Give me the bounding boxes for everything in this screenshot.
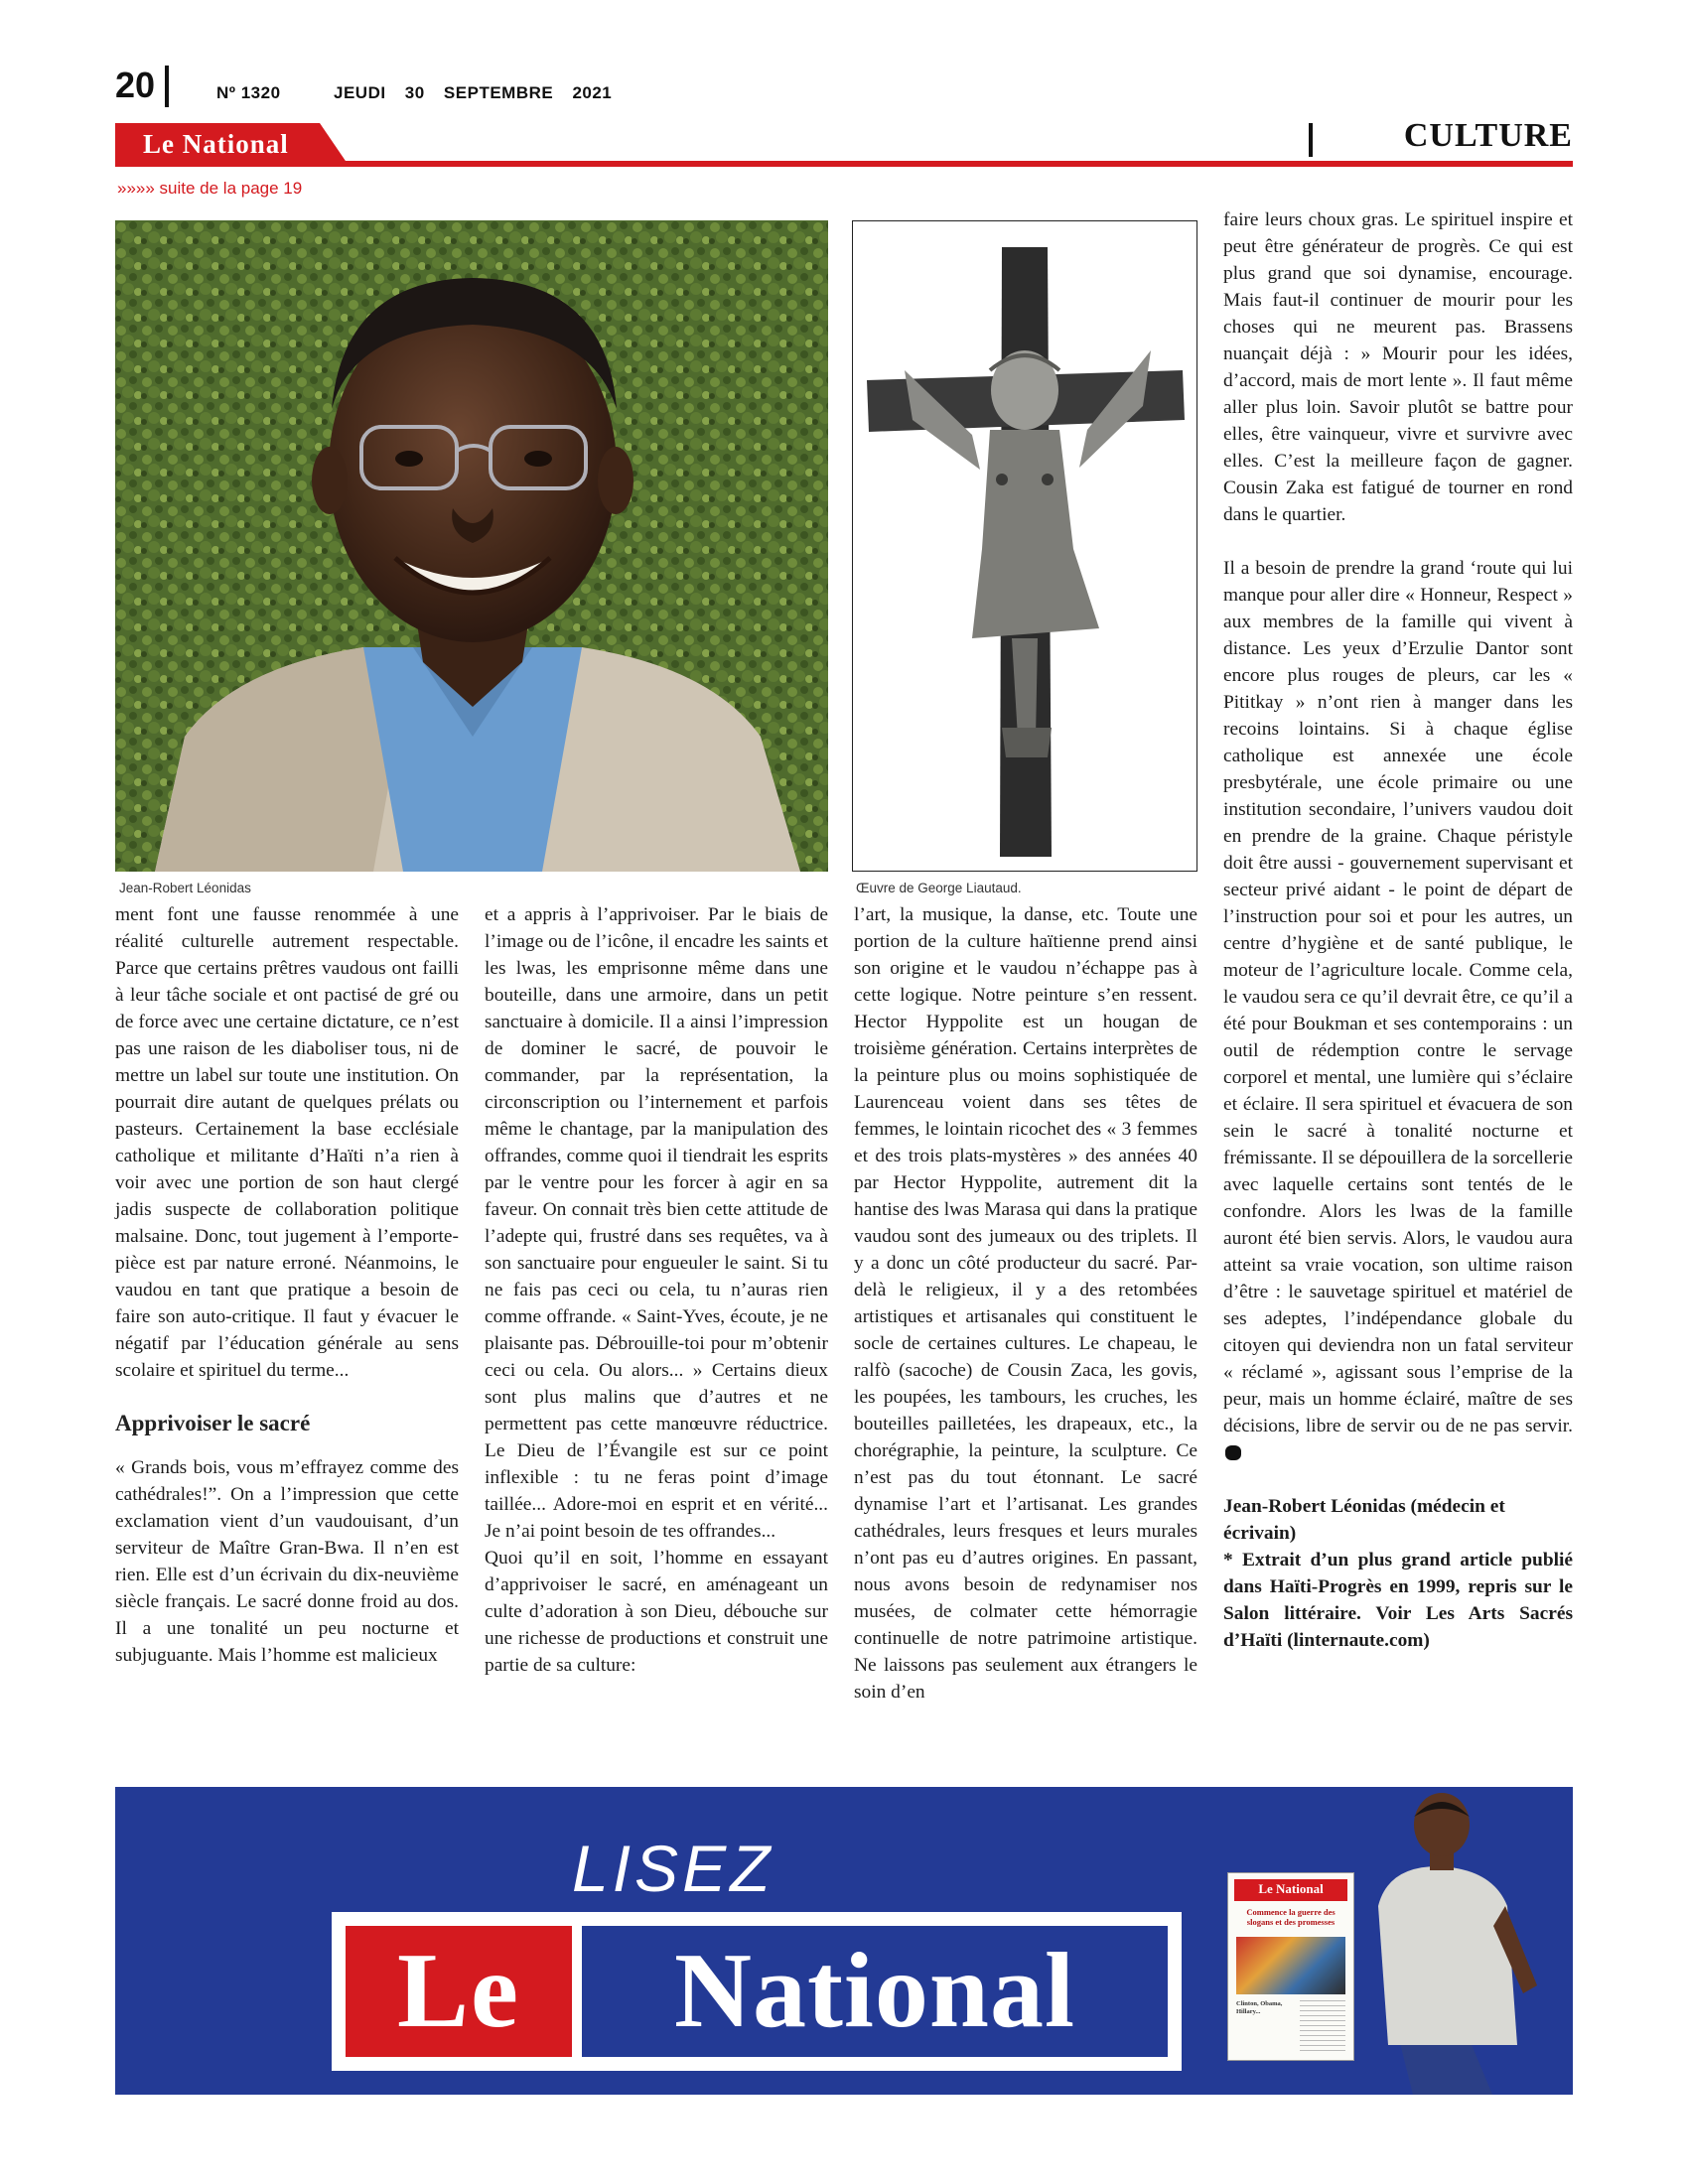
ad-newspaper-subhead: Clinton, Obama, Hillary...: [1236, 2000, 1283, 2015]
article-paragraph: « Grands bois, vous m’effrayez comme des cathédrales!”. On a l’impression que cette exclamation vient d’un vaudouisant, d’un serviteur de Maître Gran-Bwa. Il n’en est rien. Elle est d’un écrivain du dix-neuvième siècle français. Le sacré donne froid au dos. Il a une tonalité un peu nocturne et subjuguante. Mais l’homme est malicieux: [115, 1457, 459, 1666]
article-column-2: [485, 901, 828, 1679]
ad-newspaper-headline: Commence la guerre des slogans et des promesses: [1246, 1907, 1336, 1927]
ad-logo-le: Le: [397, 1932, 520, 2050]
header-divider: [165, 66, 169, 107]
article-column-3: [854, 901, 1197, 1706]
ad-newspaper-text-lines: [1300, 2000, 1345, 2052]
sculpture-caption: Œuvre de George Liautaud.: [856, 881, 1022, 895]
article-column-1: [115, 901, 459, 1669]
paragraph-gap: [1223, 528, 1573, 555]
ad-tagline: LISEZ: [572, 1832, 774, 1905]
article-paragraph: ment font une fausse renommée à une réalité culturelle autrement respectable. Parce que certains prêtres vaudous ont failli à leur tâche sociale et ont pactisé de gré ou de force avec une certaine dictature, ce n’est pas une raison de les diaboliser tous, ni de mettre un label sur toute une institution. On pourrait dire autant de quelques prélats ou pasteurs. Certainement la base ecclésiale catholique et militante d’Haïti n’a rien à voir avec une portion de son haut clergé jadis suspecte de collaboration politique malsaine. Donc, tout jugement à l’emporte-pièce est par nature erroné. Néanmoins, le vaudou en tant que pratique a besoin de faire son auto-critique. Il faut y évacuer le négatif par l’éducation générale au sens scolaire et spirituel du terme...: [115, 904, 459, 1381]
ad-newspaper-masthead: Le National: [1258, 1881, 1324, 1896]
ad-logo-le-block: [346, 1926, 572, 2057]
author-signature: Jean-Robert Léonidas (médecin et écrivain): [1223, 1496, 1505, 1544]
article-paragraph-text: Il a besoin de prendre la grand ‘route qui lui manque pour aller dire « Honneur, Respect » aux membres de la famille qui vivent à distance. Les yeux d’Erzulie Dantor sont encore plus rouges de pleurs, car les « Pititkay » n’ont rien à manger dans les recoins lointains. Si à chaque église catholique est annexée une école presbytérale, une école primaire ou une institution secondaire, l’univers vaudou doit en prendre de la graine. Chaque péristyle doit être aussi - gouvernement supervisant et secteur privé aidant - le point de départ de l’instruction pour soi et pour les autres, un centre d’hygiène et de santé publique, le moteur de l’agriculture locale. Comme cela, le vaudou sera ce qu’il devrait être, ce qu’il a été pour Boukman et ses contemporains : un outil de rédemption contre le servage corporel et mental, une lumière qui s’éclaire et éclaire. Il sera spirituel et évacuera de son sein le sacré à tonalité nocturne et frémissante. Il se dépouillera de la sorcellerie avec laquelle certains sont tentés de le confondre. Alors les lwas de la famille auront été bien servis. Alors, le vaudou aura atteint sa vraie vocation, son ultime raison d’être : le sauvetage spirituel et matériel de ses adeptes, l’indépendance globale du citoyen qui deviendra non un fatal serviteur « réclamé », agissant sous l’emprise de la peur, mais un homme éclairé, maître de ses décisions, libre de servir ou de ne pas servir.: [1223, 558, 1573, 1436]
article-column-4: [1223, 206, 1573, 1654]
article-paragraph: Quoi qu’il en soit, l’homme en essayant d’apprivoiser le sacré, en aménageant un culte d’adoration à son Dieu, débouche sur une richesse de productions et construit une partie de sa culture:: [485, 1548, 828, 1676]
ad-logo-national-block: [582, 1926, 1168, 2057]
sculpture-photo: [852, 220, 1197, 872]
continued-from: »»»» suite de la page 19: [117, 179, 303, 198]
portrait-photo: [115, 220, 828, 872]
issue-number: Nº 1320: [216, 83, 281, 102]
ad-logo: [332, 1912, 1182, 2071]
ad-person-illustration: [1319, 1787, 1573, 2095]
portrait-illustration: [115, 220, 828, 872]
ad-newspaper-photo: [1236, 1937, 1345, 1994]
article-paragraph: l’art, la musique, la danse, etc. Toute une portion de la culture haïtienne prend ainsi son origine et le vaudou n’échappe pas à cette logique. Notre peinture s’en ressent. Hector Hyppolite est un hougan de troisième génération. Certains interprètes de la peinture plus ou moins sophistiquée de Laurenceau voient dans ses têtes de femmes, le lointain ricochet des « 3 femmes et des trois plats-mystères » des années 40 par Hector Hyppolite, autrement dit la hantise des lwas Marasa qui dans la pratique vaudou sont des jumeaux ou des triplets. Il y a donc un côté producteur du sacré. Par-delà le religieux, il y a des retombées artistiques et artisanales qui constituent le socle de certaines cultures. Le chapeau, le ralfò (sacoche) de Cousin Zaca, les govis, les poupées, les tambours, les cruches, les bouteilles pailletées, les drapeaux, etc., la chorégraphie, la peinture, la sculpture. Ce n’est pas du tout étonnant. Le sacré dynamise l’art et l’artisanat. Les grandes cathédrales, leurs fresques et leurs murales n’ont pas eu d’autres origines. En passant, nous avons besoin de redynamiser nos musées, de colmater cette hémorragie continuelle de notre patrimoine artistique. Ne laissons pas seulement aux étrangers le soin d’en: [854, 904, 1197, 1703]
end-of-article-icon: [1225, 1445, 1241, 1460]
article-subhead: Apprivoiser le sacré: [115, 1411, 311, 1435]
header-red-rule: [115, 161, 1573, 167]
section-title: CULTURE: [1403, 117, 1573, 154]
section-divider: [1309, 123, 1313, 157]
crucifix-illustration: [853, 221, 1196, 870]
article-paragraph: et a appris à l’apprivoiser. Par le biais de l’image ou de l’icône, il encadre les saints et les lwas, les emprisonne même dans une bouteille, dans une armoire, dans un petit sanctuaire à domicile. Il a ainsi l’impression de dominer le sacré, de pouvoir le commander, par la représentation, la circonscription ou l’internement et parfois même le chantage, par la manipulation des offrandes, comme quoi il tiendrait les esprits par le ventre pour les forcer à agir en sa faveur. On connait très bien cette attitude de l’adepte qui, frustré dans ses requêtes, va à son sanctuaire pour engueuler le saint. Si tu ne fais pas ceci ou cela, tu n’auras rien comme offrande. « Saint-Yves, écoute, je ne plaisante pas. Débrouille-toi pour m’obtenir ceci ou cela. Ou alors... » Certains dieux sont plus malins que d’autres et ne permettent pas cette manœuvre réductrice. Le Dieu de l’Évangile est sur ce point inflexible : tu ne feras point d’image taillée... Adore-moi en esprit et en vérité... Je n’ai point besoin de tes offrandes...: [485, 904, 828, 1542]
portrait-caption: Jean-Robert Léonidas: [119, 881, 251, 895]
issue-date: JEUDI 30 SEPTEMBRE 2021: [334, 83, 613, 102]
subscription-ad[interactable]: [115, 1787, 1573, 2095]
ad-logo-national: National: [673, 1932, 1076, 2050]
ad-newspaper-masthead-block: [1234, 1879, 1347, 1901]
article-paragraph-end: [1223, 555, 1573, 1466]
article-footnote: * Extrait d’un plus grand article publié dans Haïti-Progrès en 1999, repris sur le Salon littéraire. Voir Les Arts Sacrés d’Haïti (linternaute.com): [1223, 1550, 1573, 1651]
ad-newspaper: [1227, 1872, 1354, 2061]
brand-name: Le National: [143, 129, 289, 159]
page-number: 20: [115, 65, 156, 105]
article-paragraph: faire leurs choux gras. Le spirituel inspire et peut être générateur de progrès. Ce qui est plus grand que soi dynamise, encourage. Mais faut-il continuer de mourir pour les choses qui ne meurent pas. Brassens nuançait déjà : » Mourir pour les idées, d’accord, mais de mort lente ». Il faut même aller plus loin. Savoir plutôt se battre pour elles, être vainqueur, vivre et survivre avec elles. C’est la meilleure façon de gagner. Cousin Zaka est fatigué de tourner en rond dans le quartier.: [1223, 209, 1573, 525]
